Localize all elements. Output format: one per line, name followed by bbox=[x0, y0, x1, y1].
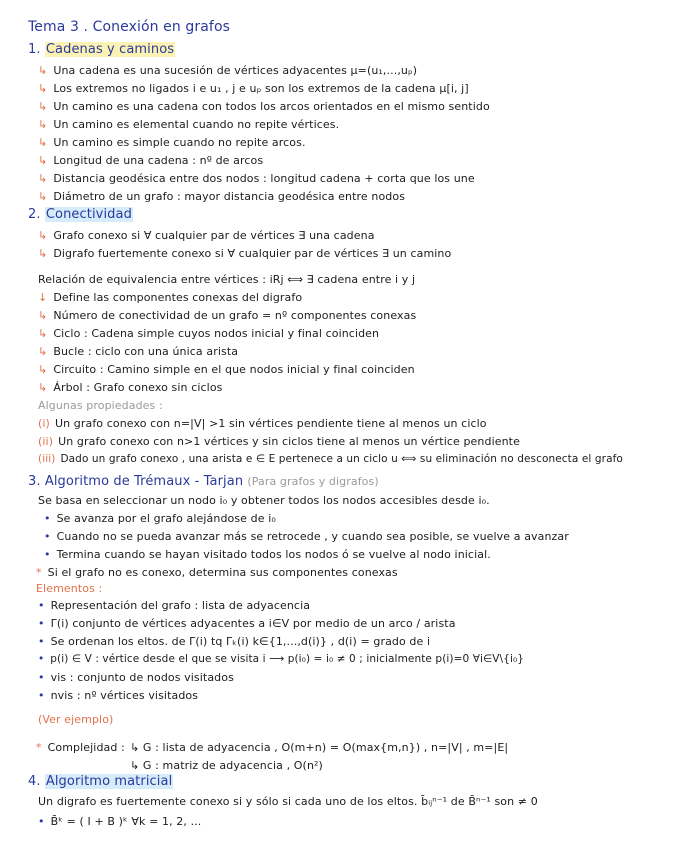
section-1-number: 1. bbox=[28, 42, 41, 57]
s2-item2-2: ↳ Ciclo : Cadena simple cuyos nodos inicial y final coinciden bbox=[38, 327, 380, 340]
section-3-note: (Para grafos y digrafos) bbox=[247, 475, 379, 488]
section-4-heading bbox=[28, 774, 173, 789]
hook-arrow-icon: ↳ bbox=[38, 327, 48, 340]
bullet-icon: • bbox=[44, 530, 51, 543]
hook-arrow-icon: ↳ bbox=[38, 345, 48, 358]
down-arrow-icon: ↓ bbox=[38, 291, 48, 304]
element-3: • Se ordenan los eltos. de Γ(i) tq Γₖ(i) k∈{1,...,d(i)} , d(i) = grado de i bbox=[38, 635, 431, 648]
s4-line-1: Un digrafo es fuertemente conexo si y sólo si cada uno de los eltos. b̄ᵢⱼⁿ⁻¹ de B̄ⁿ⁻¹ son ≠ 0 bbox=[38, 795, 538, 808]
asterisk-icon: * bbox=[36, 566, 42, 579]
hook-arrow-icon: ↳ bbox=[38, 100, 48, 113]
s3-bullet-3: • Termina cuando se hayan visitado todos los nodos ó se vuelve al nodo inicial. bbox=[44, 548, 491, 561]
bullet-icon: • bbox=[38, 671, 45, 684]
s1-item-2: ↳ Los extremos no ligados i e u₁ , j e uₚ son los extremos de la cadena μ[i, j] bbox=[38, 82, 469, 95]
s3-bullet-2: • Cuando no se pueda avanzar más se retrocede , y cuando sea posible, se vuelve a avanzar bbox=[44, 530, 569, 543]
bullet-icon: • bbox=[44, 548, 51, 561]
element-1: • Representación del grafo : lista de adyacencia bbox=[38, 599, 311, 612]
section-1-heading bbox=[28, 42, 175, 57]
hook-arrow-icon: ↳ bbox=[38, 172, 48, 185]
hook-arrow-icon: ↳ bbox=[38, 247, 48, 260]
property-1: (i) Un grafo conexo con n=|V| >1 sin vértices pendiente tiene al menos un ciclo bbox=[38, 417, 487, 430]
hook-arrow-icon: ↳ bbox=[38, 154, 48, 167]
hook-arrow-icon: ↳ bbox=[38, 381, 48, 394]
element-2: • Γ(i) conjunto de vértices adyacentes a i∈V por medio de un arco / arista bbox=[38, 617, 456, 630]
section-2-heading bbox=[28, 207, 133, 222]
s2-item2-1: ↳ Número de conectividad de un grafo = nº componentes conexas bbox=[38, 309, 417, 322]
element-4: • p(i) ∈ V : vértice desde el que se visita i ⟶ p(i₀) = i₀ ≠ 0 ; inicialmente p(i)=0 ∀i∈V\{i₀} bbox=[38, 653, 525, 665]
s2-item2-3: ↳ Bucle : ciclo con una única arista bbox=[38, 345, 239, 358]
complexity-label: * Complejidad : bbox=[36, 741, 125, 754]
property-3: (iii) Dado un grafo conexo , una arista e ∈ E pertenece a un ciclo u ⟺ su eliminación no desconecta el grafo bbox=[38, 453, 623, 465]
hook-arrow-icon: ↳ bbox=[38, 309, 48, 322]
equivalence-relation: Relación de equivalencia entre vértices : iRj ⟺ ∃ cadena entre i y j bbox=[38, 273, 416, 286]
hook-arrow-icon: ↳ bbox=[38, 82, 48, 95]
elements-title: Elementos : bbox=[36, 582, 103, 595]
section-4-number: 4. bbox=[28, 774, 41, 789]
s4-line-2: • B̄ᵏ = ( I + B )ᵏ ∀k = 1, 2, ... bbox=[38, 815, 202, 828]
section-4-title: Algoritmo matricial bbox=[45, 774, 173, 789]
bullet-icon: • bbox=[38, 599, 45, 612]
section-3-heading bbox=[28, 474, 379, 489]
bullet-icon: • bbox=[38, 617, 45, 630]
s1-item-4: ↳ Un camino es elemental cuando no repite vértices. bbox=[38, 118, 340, 131]
bullet-icon: • bbox=[38, 689, 45, 702]
s2-item2-5: ↳ Árbol : Grafo conexo sin ciclos bbox=[38, 381, 223, 394]
element-5: • vis : conjunto de nodos visitados bbox=[38, 671, 234, 684]
page-title: Tema 3 . Conexión en grafos bbox=[28, 19, 231, 35]
section-3-number: 3. bbox=[28, 474, 41, 489]
define-components: ↓ Define las componentes conexas del digrafo bbox=[38, 291, 303, 304]
section-1-title: Cadenas y caminos bbox=[45, 42, 175, 57]
bullet-icon: • bbox=[38, 635, 45, 648]
hook-arrow-icon: ↳ bbox=[38, 229, 48, 242]
complexity-1: ↳ G : lista de adyacencia , O(m+n) = O(max{m,n}) , n=|V| , m=|E| bbox=[130, 741, 509, 754]
s1-item-5: ↳ Un camino es simple cuando no repite arcos. bbox=[38, 136, 306, 149]
see-example: (Ver ejemplo) bbox=[38, 713, 114, 726]
properties-title: Algunas propiedades : bbox=[38, 399, 163, 412]
hook-arrow-icon: ↳ bbox=[38, 64, 48, 77]
complexity-2: ↳ G : matriz de adyacencia , O(n²) bbox=[130, 759, 323, 772]
section-2-title: Conectividad bbox=[45, 207, 132, 222]
bullet-icon: • bbox=[38, 653, 45, 665]
s3-bullet-1: • Se avanza por el grafo alejándose de i₀ bbox=[44, 512, 276, 525]
asterisk-icon: * bbox=[36, 741, 42, 754]
hook-arrow-icon: ↳ bbox=[38, 136, 48, 149]
s3-intro: Se basa en seleccionar un nodo i₀ y obtener todos los nodos accesibles desde i₀. bbox=[38, 494, 490, 507]
s1-item-1: ↳ Una cadena es una sucesión de vértices adyacentes μ=(u₁,...,uₚ) bbox=[38, 64, 418, 77]
section-2-number: 2. bbox=[28, 207, 41, 222]
bullet-icon: • bbox=[44, 512, 51, 525]
element-6: • nvis : nº vértices visitados bbox=[38, 689, 199, 702]
hook-arrow-icon: ↳ bbox=[38, 118, 48, 131]
section-3-title: Algoritmo de Trémaux - Tarjan bbox=[44, 474, 244, 489]
hook-arrow-icon: ↳ bbox=[38, 190, 48, 203]
s1-item-8: ↳ Diámetro de un grafo : mayor distancia geodésica entre nodos bbox=[38, 190, 406, 203]
bullet-icon: • bbox=[38, 815, 45, 828]
s2-item2-4: ↳ Circuito : Camino simple en el que nodos inicial y final coinciden bbox=[38, 363, 415, 376]
property-2: (ii) Un grafo conexo con n>1 vértices y sin ciclos tiene al menos un vértice pendiente bbox=[38, 435, 520, 448]
s3-note2: * Si el grafo no es conexo, determina sus componentes conexas bbox=[36, 566, 398, 579]
hook-arrow-icon: ↳ bbox=[38, 363, 48, 376]
s2-item-1: ↳ Grafo conexo si ∀ cualquier par de vértices ∃ una cadena bbox=[38, 229, 375, 242]
s1-item-6: ↳ Longitud de una cadena : nº de arcos bbox=[38, 154, 264, 167]
s1-item-3: ↳ Un camino es una cadena con todos los arcos orientados en el mismo sentido bbox=[38, 100, 490, 113]
s1-item-7: ↳ Distancia geodésica entre dos nodos : longitud cadena + corta que los une bbox=[38, 172, 475, 185]
s2-item-2: ↳ Digrafo fuertemente conexo si ∀ cualquier par de vértices ∃ un camino bbox=[38, 247, 452, 260]
